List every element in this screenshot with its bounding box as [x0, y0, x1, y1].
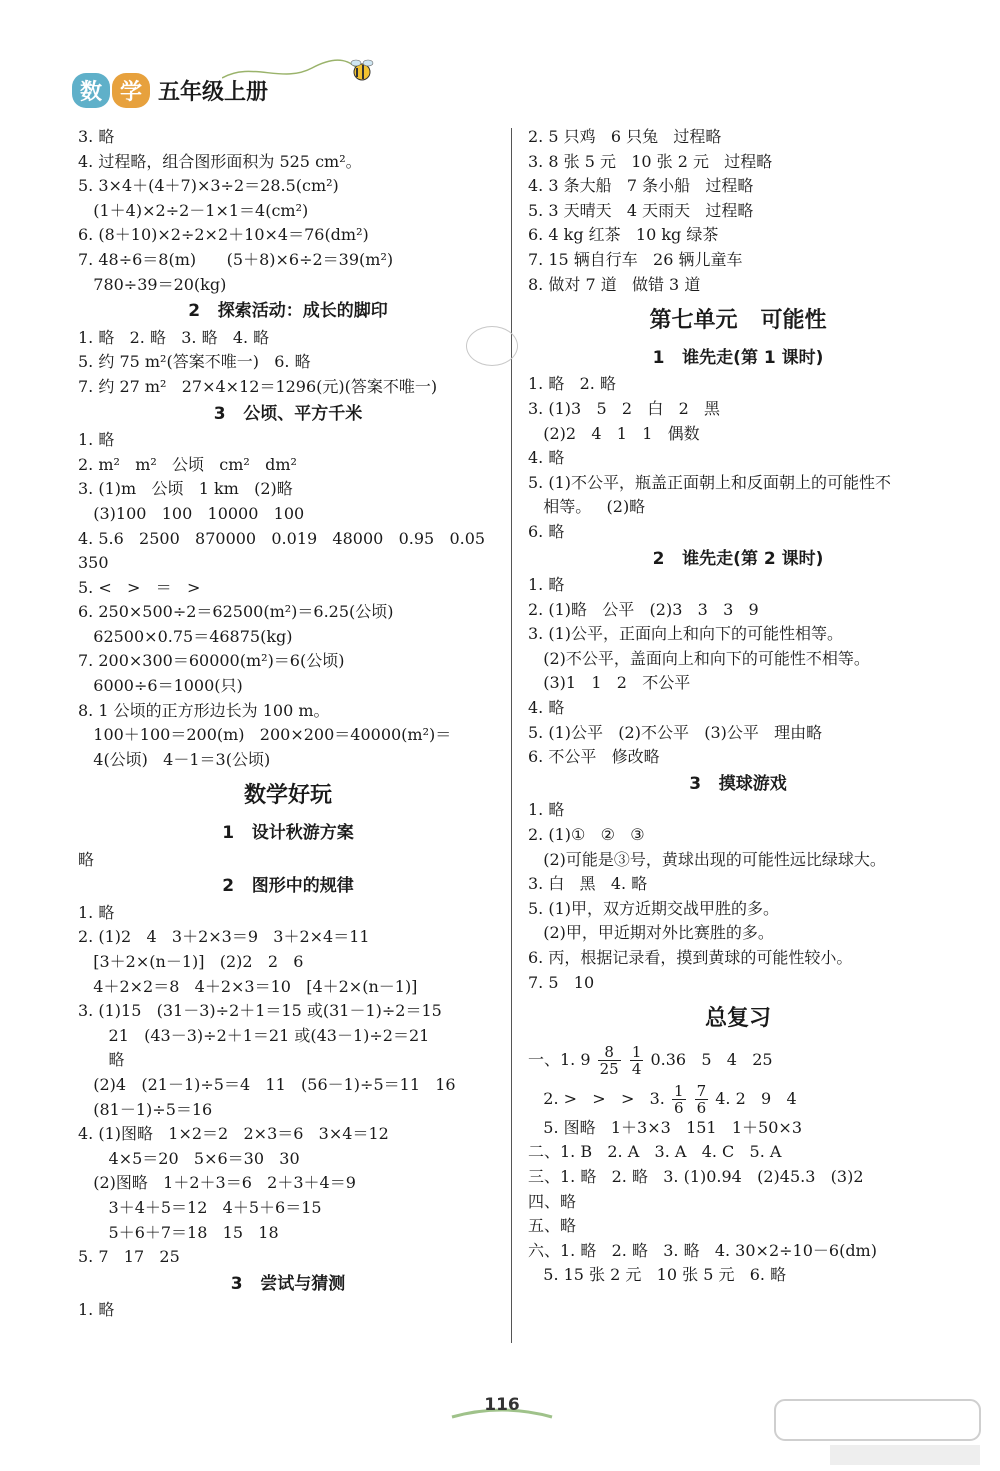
answer-line: 21 (43－3)÷2＋1＝21 或(43－1)÷2＝21	[78, 1025, 430, 1045]
answer-line: 4. (1)图略 1×2＝2 2×3＝6 3×4＝12	[78, 1124, 389, 1144]
answer-line: 7. 5 10	[528, 972, 595, 992]
answer-line: 4. 过程略，组合图形面积为 525 cm²。	[78, 151, 362, 171]
answer-line: (2)2 4 1 1 偶数	[528, 423, 700, 443]
answer-line: 5. (1)公平 (2)不公平 (3)公平 理由略	[528, 722, 823, 742]
answer-line: 6. 250×500÷2＝62500(m²)＝6.25(公顷)	[78, 602, 394, 622]
answer-line: 2. (1)① ② ③	[528, 825, 645, 845]
bee-vine-icon	[222, 56, 382, 86]
answer-line: 五、略	[528, 1216, 577, 1236]
page-header	[72, 70, 268, 110]
answer-line: (2)可能是③号，黄球出现的可能性远比绿球大。	[528, 849, 886, 869]
answer-line: 3. (1)公平，正面向上和向下的可能性相等。	[528, 624, 844, 644]
answer-line: (3)1 1 2 不公平	[528, 673, 691, 693]
answer-line: 3. (1)15 (31－3)÷2＋1＝15 或(31－1)÷2＝15	[78, 1001, 442, 1021]
answer-line: 4. 略	[528, 448, 565, 468]
answer-line: 4. 5.6 2500 870000 0.019 48000 0.95 0.05	[78, 528, 486, 548]
answer-line: 6000÷6＝1000(只)	[78, 676, 243, 696]
answer-line: 5＋6＋7＝18 15 18	[78, 1222, 279, 1242]
answer-line: 3. 略	[78, 127, 115, 146]
fraction: $\frac{8}{25}$	[599, 1042, 619, 1078]
answer-line: 4×5＝20 5×6＝30 30	[78, 1148, 300, 1168]
answer-line: 2. (1)略 公平 (2)3 3 3 9	[528, 599, 759, 619]
column-divider	[511, 128, 512, 1343]
answer-line: 1. 略	[528, 800, 565, 820]
answer-line: 3. 白 黑 4. 略	[528, 874, 648, 894]
answer-line: (2)4 (21－1)÷5＝4 11 (56－1)÷5＝11 16	[78, 1074, 456, 1094]
answer-line: 5. (1)甲，双方近期交战甲胜的多。	[528, 898, 780, 918]
answer-line: 100＋100＝200(m) 200×200＝40000(m²)＝	[78, 725, 452, 745]
answer-line: 5. < > ＝ >	[78, 577, 201, 597]
answer-line: 3. 8 张 5 元 10 张 2 元 过程略	[528, 151, 773, 171]
answer-line: 略	[78, 849, 95, 869]
answer-line: 3＋4＋5＝12 4＋5＋6＝15	[78, 1197, 322, 1217]
answer-line: 4＋2×2＝8 4＋2×3＝10 [4＋2×(n－1)]	[78, 976, 418, 996]
answer-line: (81－1)÷5＝16	[78, 1099, 213, 1119]
answer-line: 8. 1 公顷的正方形边长为 100 m。	[78, 700, 330, 720]
answer-line: 1. 略	[78, 430, 115, 450]
unit-title: 数学好玩	[243, 783, 332, 809]
answer-line: 8. 做对 7 道 做错 3 道	[528, 274, 701, 294]
answer-line: 2. 5 只鸡 6 只兔 过程略	[528, 127, 722, 146]
answer-line: 5. 3×4＋(4＋7)×3÷2＝28.5(cm²)	[78, 176, 339, 196]
answer-line: 3. (1)3 5 2 白 2 黑	[528, 398, 721, 418]
unit-title: 第七单元 可能性	[649, 308, 827, 334]
fraction: $\frac{7}{6}$	[696, 1081, 707, 1117]
section-title: 2 谁先走(第 2 课时)	[652, 548, 824, 569]
answer-line: [3＋2×(n－1)] (2)2 2 6	[78, 952, 304, 971]
answer-line: (1＋4)×2÷2－1×1＝4(cm²)	[78, 200, 309, 220]
answer-line: (2)甲，甲近期对外比赛胜的多。	[528, 923, 774, 943]
page-number: 116	[470, 1395, 534, 1425]
answer-line: 略	[78, 1050, 125, 1070]
answer-line: 6. 略	[528, 521, 565, 541]
grade-label: 五年级上册	[158, 79, 269, 105]
section-title: 3 摸球游戏	[689, 773, 787, 794]
answer-line: 二、1. B 2. A 3. A 4. C 5. A	[528, 1142, 782, 1162]
answer-line: (2)不公平，盖面向上和向下的可能性不相等。	[528, 648, 870, 668]
answer-line: 6. 4 kg 红茶 10 kg 绿茶	[528, 225, 719, 245]
answer-line: 7. 200×300＝60000(m²)＝6(公顷)	[78, 651, 345, 671]
section-title: 2 图形中的规律	[222, 876, 354, 897]
answer-line: 5. 约 75 m²(答案不唯一) 6. 略	[78, 352, 311, 372]
section-title: 3 公顷、平方千米	[213, 403, 363, 424]
answer-line: 4. 3 条大船 7 条小船 过程略	[528, 176, 754, 196]
answer-line: 5. (1)不公平，瓶盖正面朝上和反面朝上的可能性不	[528, 472, 892, 492]
answer-line: (2)图略 1＋2＋3＝6 2＋3＋4＝9	[78, 1173, 356, 1193]
answer-line: 1. 略	[528, 575, 565, 595]
answer-line: 2. (1)2 4 3＋2×3＝9 3＋2×4＝11	[78, 927, 370, 947]
section-title: 3 尝试与猜测	[230, 1273, 346, 1294]
answer-line: 7. 15 辆自行车 26 辆儿童车	[528, 249, 743, 269]
answer-line: 6. 丙，根据记录看，摸到黄球的可能性较小。	[528, 948, 853, 967]
answer-line: 5. 15 张 2 元 10 张 5 元 6. 略	[528, 1265, 787, 1285]
answer-line: 相等。 (2)略	[528, 497, 646, 517]
answer-line: 1. 略	[78, 1300, 115, 1320]
answer-line: 5. 图略 1＋3×3 151 1＋50×3	[528, 1117, 802, 1137]
answer-line: 2. > > > 3. $\frac{1}{6}$ $\frac{7}{6}$ 4. 2 9 4	[528, 1081, 797, 1117]
answer-line: 1. 略	[78, 902, 115, 922]
answer-line: 7. 48÷6＝8(m) (5＋8)×6÷2＝39(m²)	[78, 249, 394, 269]
answer-line: 6. 不公平 修改略	[528, 747, 660, 767]
answer-line: 350	[78, 553, 109, 573]
answer-line: 4. 略	[528, 698, 565, 718]
right-answer-column	[528, 125, 948, 1288]
section-title: 1 谁先走(第 1 课时)	[652, 347, 824, 368]
answer-line: (3)100 100 10000 100	[78, 503, 305, 523]
answer-line: 三、1. 略 2. 略 3. (1)0.94 (2)45.3 (3)2	[528, 1166, 864, 1186]
answer-line: 1. 略 2. 略	[528, 374, 616, 394]
watermark-logo	[770, 1395, 985, 1470]
subject-badge-2: 学	[112, 73, 150, 108]
section-title: 2 探索活动：成长的脚印	[188, 301, 388, 322]
answer-line: 6. (8＋10)×2÷2×2＋10×4＝76(dm²)	[78, 225, 369, 245]
answer-line: 780÷39＝20(kg)	[78, 274, 227, 294]
answer-line: 四、略	[528, 1191, 577, 1211]
answer-line: 62500×0.75＝46875(kg)	[78, 626, 293, 646]
answer-line: 1. 略 2. 略 3. 略 4. 略	[78, 327, 270, 347]
answer-line: 5. 3 天晴天 4 天雨天 过程略	[528, 200, 754, 220]
answer-line: 7. 约 27 m² 27×4×12＝1296(元)(答案不唯一)	[78, 376, 438, 396]
review-answers	[528, 1044, 948, 1288]
subject-badge-1: 数	[72, 73, 110, 108]
fraction: $\frac{1}{4}$	[631, 1042, 642, 1078]
unit-title: 总复习	[704, 1006, 771, 1032]
answer-line: 一、1. 9 $\frac{8}{25}$ $\frac{1}{4}$ 0.36 5 4 25	[528, 1042, 773, 1078]
answer-line: 4(公顷) 4－1＝3(公顷)	[78, 749, 271, 769]
fraction: $\frac{1}{6}$	[673, 1081, 684, 1117]
section-title: 1 设计秋游方案	[222, 823, 354, 844]
answer-line: 3. (1)m 公顷 1 km (2)略	[78, 479, 293, 499]
answer-line: 5. 7 17 25	[78, 1247, 180, 1267]
answer-line: 六、1. 略 2. 略 3. 略 4. 30×2÷10－6(dm)	[528, 1240, 877, 1260]
left-answer-column	[78, 125, 498, 1323]
answer-line: 2. m² m² 公顷 cm² dm²	[78, 454, 297, 474]
